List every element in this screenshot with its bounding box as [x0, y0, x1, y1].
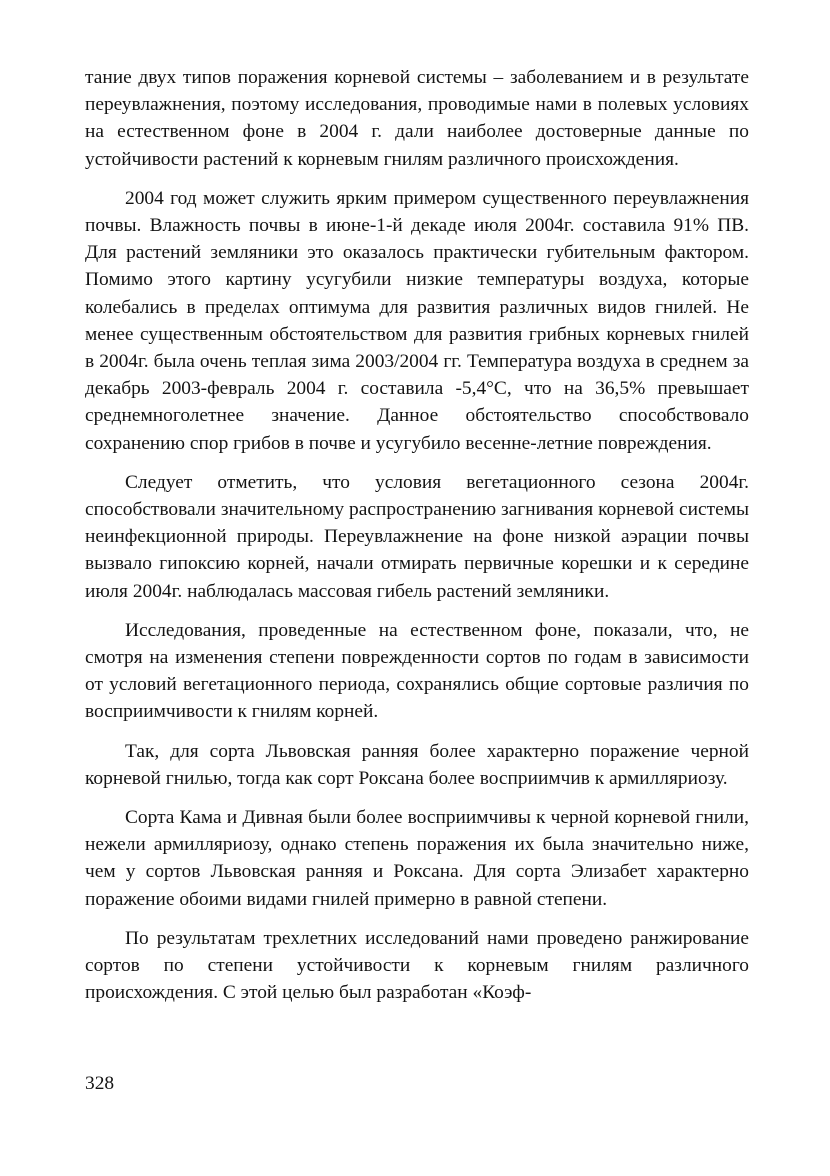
paragraph-continuation: тание двух типов поражения корневой системы – заболеванием и в результате переувлажнения, поэтому исследования, проводимые нами в полевых условиях на естественном фоне в 2004 г. дали наиболее достоверные данные по устойчивости растений к корневым гнилям различного происхождения. — [85, 67, 749, 170]
paragraph-lvovskaya-roksana: Так, для сорта Львовская ранняя более характерно поражение черной корневой гнилью, тогда как сорт Роксана более восприимчив к армилляриозу. — [85, 740, 749, 789]
paragraph-ranking: По результатам трехлетних исследований нами проведено ранжирование сортов по степени устойчивости к корневым гнилям различного происхождения. С этой целью был разработан «Коэф- — [85, 927, 749, 1004]
paragraph-natural-background-research: Исследования, проведенные на естественном фоне, показали, что, не смотря на изменения степени поврежденности сортов по годам в зависимости от условий вегетационного периода, сохранялись общие сортовые различия по восприимчивости к гнилям корней. — [85, 619, 749, 723]
paragraph-vegetation-season: Следует отметить, что условия вегетационного сезона 2004г. способствовали значительному распространению загнивания корневой системы неинфекционной природы. Переувлажнение на фоне низкой аэрации почвы вызвало гипоксию корней, начали отмирать первичные корешки и к середине июля 2004г. наблюдалась массовая гибель растений земляники. — [85, 471, 749, 602]
page-number: 328 — [85, 1073, 115, 1094]
page-body — [85, 64, 749, 1019]
paragraph-2004-waterlogging: 2004 год может служить ярким примером существенного переувлажнения почвы. Влажность почвы в июне-1-й декаде июля 2004г. составила 91% ПВ. Для растений земляники это оказалось практически губительным фактором. Помимо этого картину усугубили низкие температуры воздуха, которые колебались в пределах оптимума для развития различных видов гнилей. Не менее существенным обстоятельством для развития грибных корневых гнилей в 2004г. была очень теплая зима 2003/2004 гг. Температура воздуха в среднем за декабрь 2003-февраль 2004 г. составила -5,4°С, что на 36,5% превышает среднемноголетнее значение. Данное обстоятельство способствовало сохранению спор грибов в почве и усугубило весенне-летние повреждения. — [85, 187, 749, 454]
paragraph-kama-divnaya: Сорта Кама и Дивная были более восприимчивы к черной корневой гнили, нежели армилляриозу, однако степень поражения их была значительно ниже, чем у сортов Львовская ранняя и Роксана. Для сорта Элизабет характерно поражение обоими видами гнилей примерно в равной степени. — [85, 807, 749, 910]
